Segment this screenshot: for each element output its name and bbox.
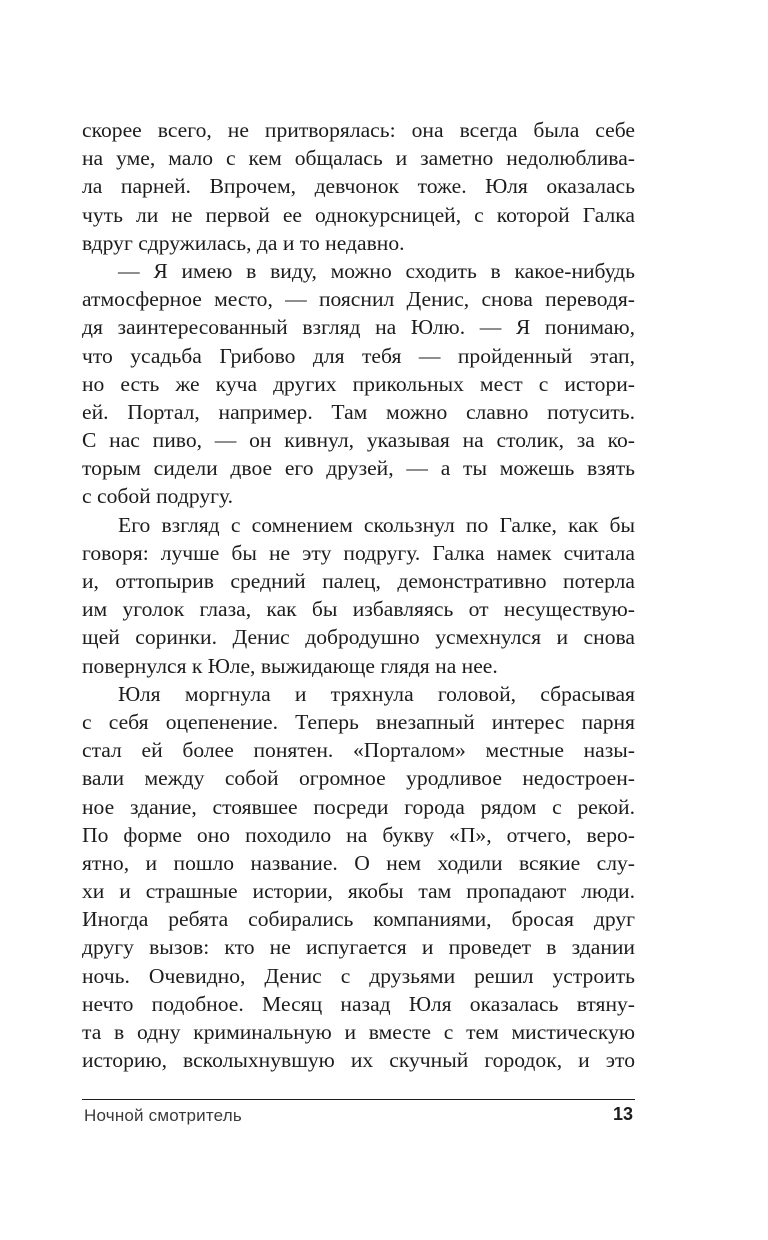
text-line: дя заинтересованный взгляд на Юлю. — Я понимаю,: [82, 315, 635, 340]
text-line: По форме оно походило на букву «П», отчего, веро-: [82, 822, 635, 847]
text-line: — Я имею в виду, можно сходить в какое-нибудь: [118, 258, 635, 283]
text-line: Иногда ребята собирались компаниями, бросая друг: [82, 907, 635, 932]
text-line: с собой подругу.: [82, 484, 234, 509]
running-title: Ночной смотритель: [84, 1106, 242, 1125]
paragraph-3: [82, 511, 635, 680]
text-line: и, оттопырив средний палец, демонстративно потерла: [82, 569, 635, 593]
text-line: чуть ли не первой ее однокурсницей, с которой Галка: [82, 202, 635, 227]
text-line: ей. Портал, например. Там можно славно потусить.: [82, 399, 635, 424]
paragraph-2: [82, 257, 635, 511]
text-line: атмосферное место, — пояснил Денис, снова переводя-: [82, 287, 635, 312]
paragraph-4: [82, 680, 635, 1075]
text-line: на уме, мало с кем общалась и заметно недолюблива-: [82, 146, 635, 171]
text-line: историю, всколыхнувшую их скучный городок, и это: [82, 1048, 635, 1073]
text-line: Юля моргнула и тряхнула головой, сбрасывая: [118, 681, 635, 706]
text-line: вали между собой огромное уродливое недостроен-: [82, 766, 635, 791]
text-line: вдруг сдружилась, да и то недавно.: [82, 230, 405, 255]
text-line: хи и страшные истории, якобы там пропадают люди.: [82, 879, 635, 904]
text-line: но есть же куча других прикольных мест с истори-: [82, 371, 635, 396]
text-line: ночь. Очевидно, Денис с друзьями решил устроить: [82, 963, 635, 988]
text-line: ное здание, стоявшее посреди города рядом с рекой.: [82, 794, 635, 819]
text-line: им уголок глаза, как бы избавляясь от несуществую-: [82, 597, 635, 622]
text-line: нечто подобное. Месяц назад Юля оказалась втяну-: [82, 991, 635, 1016]
text-line: ятно, и пошло название. О нем ходили всякие слу-: [82, 850, 635, 875]
text-line: стал ей более понятен. «Порталом» местные назы-: [82, 738, 635, 763]
text-line: говоря: лучше бы не эту подругу. Галка намек считала: [82, 540, 635, 565]
text-line: с себя оцепенение. Теперь внезапный интерес парня: [82, 709, 635, 734]
text-line: что усадьба Грибово для тебя — пройденный этап,: [82, 343, 635, 368]
body-text: [82, 116, 635, 1074]
text-line: другу вызов: кто не испугается и проведет в здании: [82, 935, 635, 960]
page-number: 13: [612, 1104, 633, 1124]
text-line: С нас пиво, — он кивнул, указывая на столик, за ко-: [82, 428, 635, 453]
text-line: торым сидели двое его друзей, — а ты можешь взять: [82, 456, 635, 481]
footer-divider: [82, 1099, 635, 1100]
text-line: та в одну криминальную и вместе с тем мистическую: [82, 1020, 635, 1044]
text-line: повернулся к Юле, выжидающе глядя на нее.: [82, 653, 498, 678]
text-line: щей соринки. Денис добродушно усмехнулся и снова: [82, 625, 635, 650]
paragraph-1: [82, 116, 635, 257]
text-line: ла парней. Впрочем, девчонок тоже. Юля оказалась: [82, 174, 635, 199]
text-line: скорее всего, не притворялась: она всегда была себе: [82, 118, 635, 142]
text-line: Его взгляд с сомнением скользнул по Галке, как бы: [118, 512, 635, 537]
